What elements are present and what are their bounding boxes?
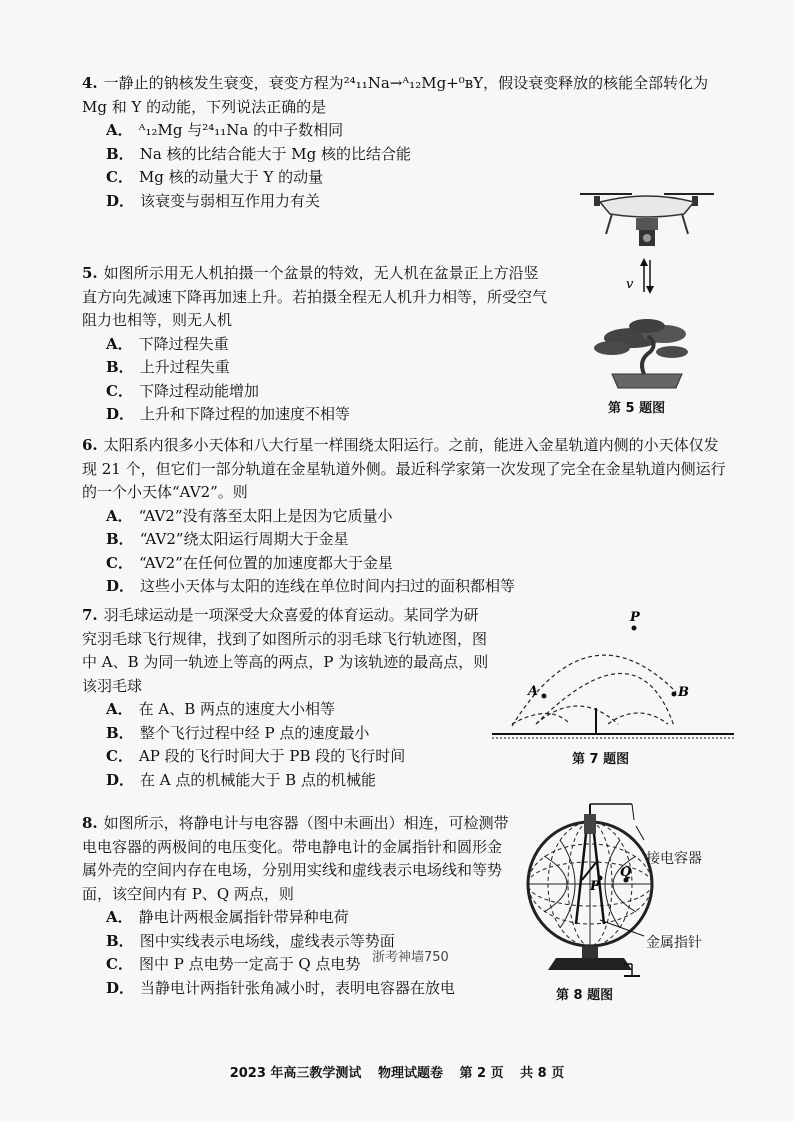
option-c: C． Mg 核的动量大于 Y 的动量	[106, 168, 324, 186]
label-capacitor: 接电容器	[646, 851, 702, 867]
option-d: D． 在 A 点的机械能大于 B 点的机械能	[106, 770, 376, 789]
option-a: A． 下降过程失重	[106, 334, 229, 353]
bonsai-icon	[594, 319, 688, 388]
question-6	[82, 434, 727, 599]
question-stem: 太阳系内很多小天体和八大行星一样围绕太阳运行。之前，能进入金星轨道内侧的小天体仅发现 21 个，但它们一部分轨道在金星轨道外侧。最近科学家第一次发现了完全在金星轨道内侧运行的一个小天体“AV2”。则	[82, 436, 726, 501]
option-c: C． 下降过程动能增加	[106, 381, 259, 400]
drone-icon	[580, 194, 714, 246]
question-number: 5.	[82, 264, 98, 282]
footer-subject: 物理试题卷	[377, 1066, 443, 1081]
option-a: A． ᴬ₁₂Mg 与²⁴₁₁Na 的中子数相同	[106, 121, 344, 139]
option-c: C． “AV2”在任何位置的加速度都大于金星	[106, 553, 393, 572]
figure-8-caption: 第 8 题图	[556, 988, 614, 1003]
question-stem: 如图所示用无人机拍摄一个盆景的特效，无人机在盆景正上方沿竖直方向先减速下降再加速上升。若拍摄全程无人机升力相等，所受空气阻力也相等，则无人机	[82, 264, 548, 329]
watermark-text: 浙考神墙750	[372, 950, 449, 965]
label-pointer: 金属指针	[646, 935, 702, 951]
option-b: B． “AV2”绕太阳运行周期大于金星	[106, 530, 349, 548]
point-p	[632, 626, 637, 631]
option-c: C． 图中 P 点电势一定高于 Q 点电势	[106, 955, 361, 973]
option-d: D． 上升和下降过程的加速度不相等	[106, 405, 351, 423]
electrometer-figure	[520, 800, 740, 986]
option-a: A． 在 A、B 两点的速度大小相等	[106, 700, 336, 718]
option-b: B． 整个飞行过程中经 P 点的速度最小	[106, 723, 370, 742]
point-a	[542, 694, 547, 699]
drone-bonsai-figure	[572, 176, 722, 408]
figure-5-caption: 第 5 题图	[608, 401, 666, 416]
option-c: C． AP 段的飞行时间大于 PB 段的飞行时间	[106, 747, 406, 765]
question-8	[82, 812, 510, 1000]
label-p: P	[630, 610, 640, 625]
option-a: A． “AV2”没有落至太阳上是因为它质量小	[106, 506, 393, 525]
question-stem: 一静止的钠核发生衰变，衰变方程为²⁴₁₁Na→ᴬ₁₂Mg+⁰ʙY，假设衰变释放的核能全部转化为Mg 和 Y 的动能，下列说法正确的是	[82, 74, 709, 116]
question-7	[82, 604, 492, 792]
point-b	[672, 692, 677, 697]
figure-7-caption: 第 7 题图	[572, 752, 630, 767]
label-p: P	[590, 879, 600, 894]
footer-total: 共 8 页	[520, 1066, 565, 1081]
question-stem: 羽毛球运动是一项深受大众喜爱的体育运动。某同学为研究羽毛球飞行规律，找到了如图所示的羽毛球飞行轨迹图，图中 A、B 为同一轨迹上等高的两点，P 为该轨迹的最高点，则该羽毛球	[82, 606, 489, 695]
option-d: D． 这些小天体与太阳的连线在单位时间内扫过的面积都相等	[106, 577, 516, 595]
metal-pointer	[576, 804, 632, 924]
velocity-arrows	[640, 258, 654, 294]
option-a: A． 静电计两根金属指针带异种电荷	[106, 908, 349, 926]
question-number: 4.	[82, 74, 98, 92]
option-b: B． Na 核的比结合能大于 Mg 核的比结合能	[106, 144, 412, 163]
option-b: B． 上升过程失重	[106, 358, 230, 376]
velocity-label: v	[626, 277, 634, 292]
page-footer	[0, 1062, 794, 1081]
trajectory-figure	[488, 608, 738, 748]
question-number: 8.	[82, 814, 98, 832]
question-number: 6.	[82, 436, 98, 454]
question-5	[82, 262, 552, 427]
question-number: 7.	[82, 606, 98, 624]
label-a: A	[528, 684, 539, 699]
footer-page: 第 2 页	[459, 1066, 504, 1081]
label-b: B	[678, 685, 689, 700]
stand-base	[548, 946, 640, 976]
option-d: D． 该衰变与弱相互作用力有关	[106, 191, 321, 210]
footer-exam: 2023 年高三教学测试	[229, 1066, 362, 1081]
question-stem: 如图所示，将静电计与电容器（图中未画出）相连，可检测带电电容器的两极间的电压变化。带电静电计的金属指针和圆形金属外壳的空间内存在电场，分别用实线和虚线表示电场线和等势面，该空间内有 P、Q 两点，则	[82, 814, 509, 903]
label-q: Q	[620, 865, 632, 880]
option-d: D． 当静电计两指针张角减小时，表明电容器在放电	[106, 978, 456, 997]
option-b: B． 图中实线表示电场线，虚线表示等势面	[106, 931, 395, 950]
